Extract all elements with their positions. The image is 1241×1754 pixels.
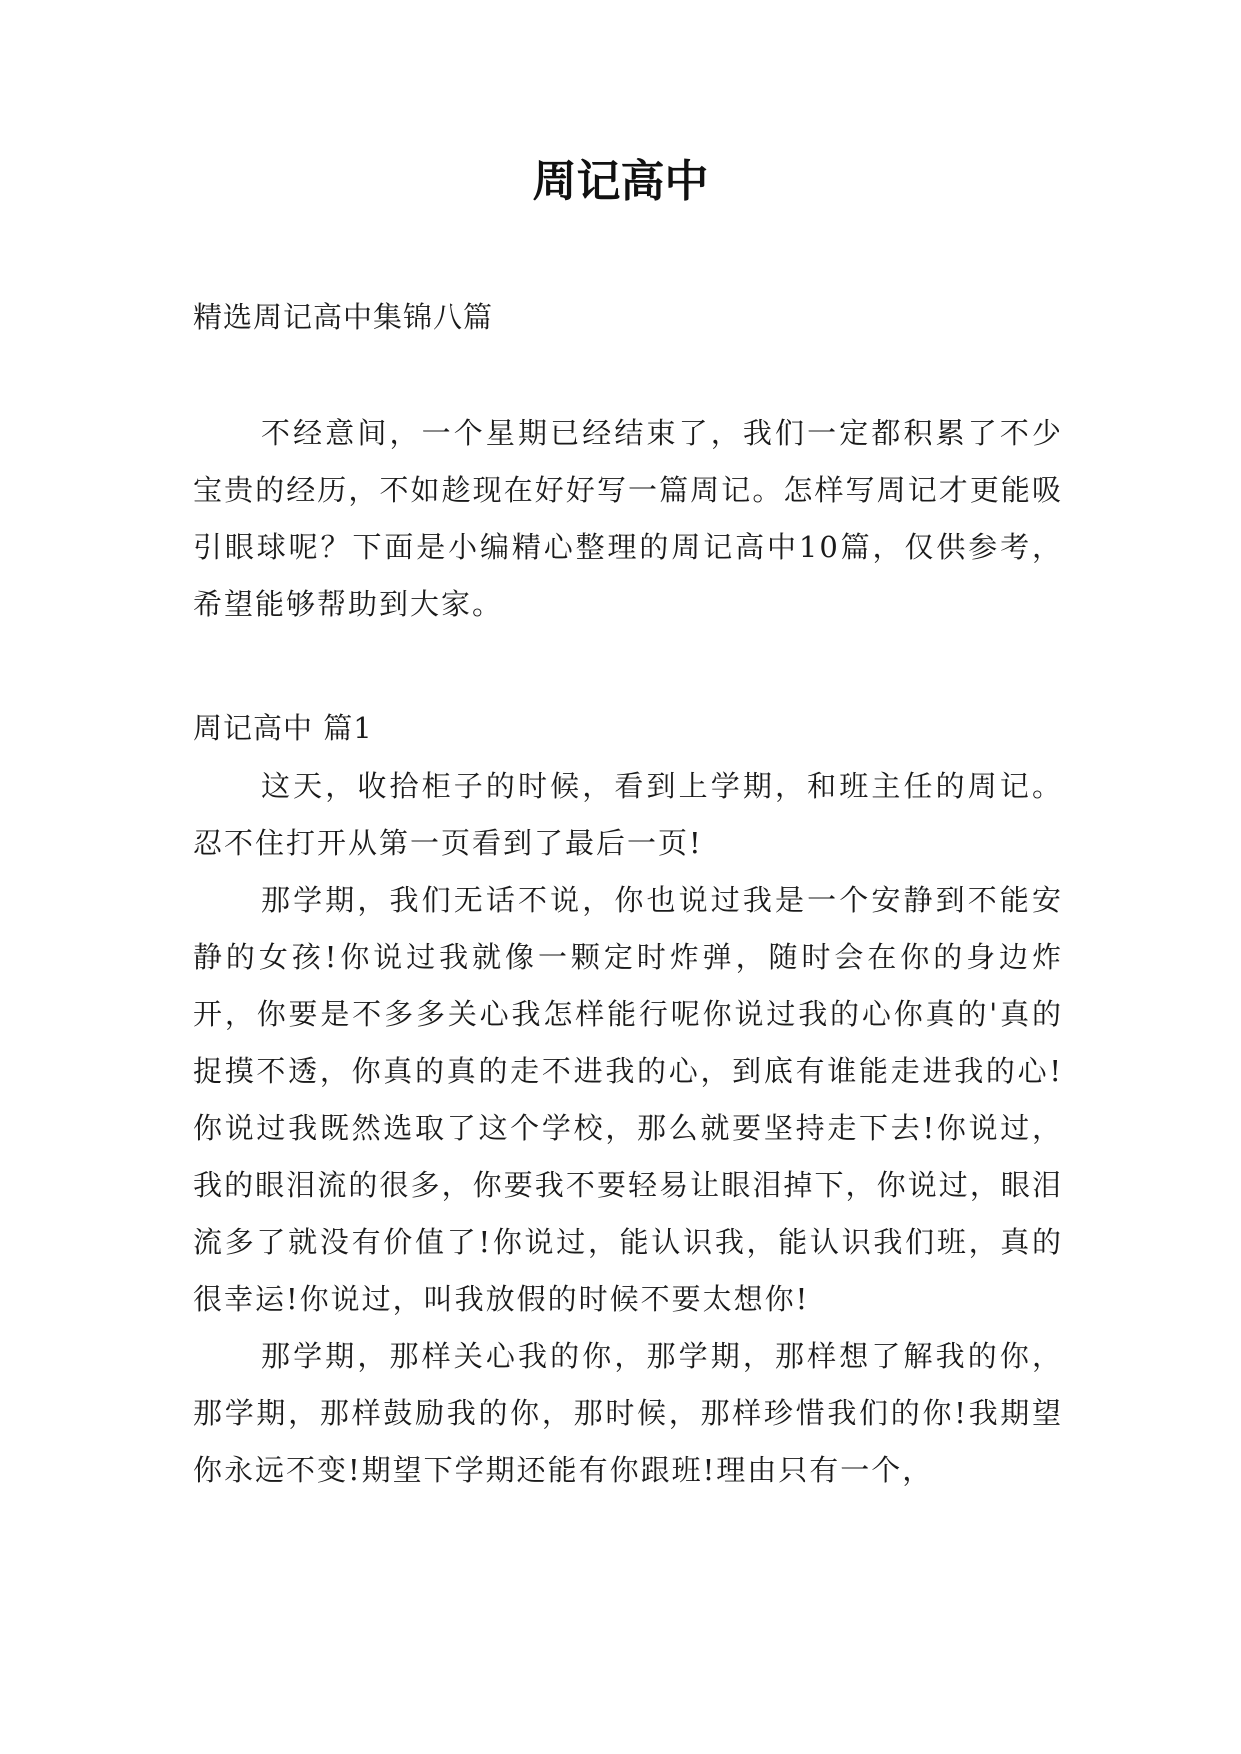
intro-paragraph: 不经意间，一个星期已经结束了，我们一定都积累了不少宝贵的经历，不如趁现在好好写一篇周记。怎样写周记才更能吸引眼球呢？下面是小编精心整理的周记高中10篇，仅供参考，希望能够帮助到大家。 bbox=[193, 416, 1063, 621]
document-subtitle: 精选周记高中集锦八篇 bbox=[193, 300, 494, 334]
body-paragraph: 那学期，那样关心我的你，那学期，那样想了解我的你，那学期，那样鼓励我的你，那时候，那样珍惜我们的你!我期望你永远不变!期望下学期还能有你跟班!理由只有一个， bbox=[193, 1339, 1063, 1487]
document-title: 周记高中 bbox=[532, 156, 709, 207]
body-paragraph: 这天，收拾柜子的时候，看到上学期，和班主任的周记。忍不住打开从第一页看到了最后一页! bbox=[193, 769, 1063, 860]
section-heading: 周记高中 篇1 bbox=[193, 711, 373, 745]
body-paragraph: 那学期，我们无话不说，你也说过我是一个安静到不能安静的女孩!你说过我就像一颗定时炸弹，随时会在你的身边炸开，你要是不多多关心我怎样能行呢你说过我的心你真的'真的捉摸不透，你真的真的走不进我的心，到底有谁能走进我的心!你说过我既然选取了这个学校，那么就要坚持走下去!你说过，我的眼泪流的很多，你要我不要轻易让眼泪掉下，你说过，眼泪流多了就没有价值了!你说过，能认识我，能认识我们班，真的很幸运!你说过，叫我放假的时候不要太想你! bbox=[193, 883, 1063, 1316]
section-body bbox=[193, 758, 1063, 1499]
